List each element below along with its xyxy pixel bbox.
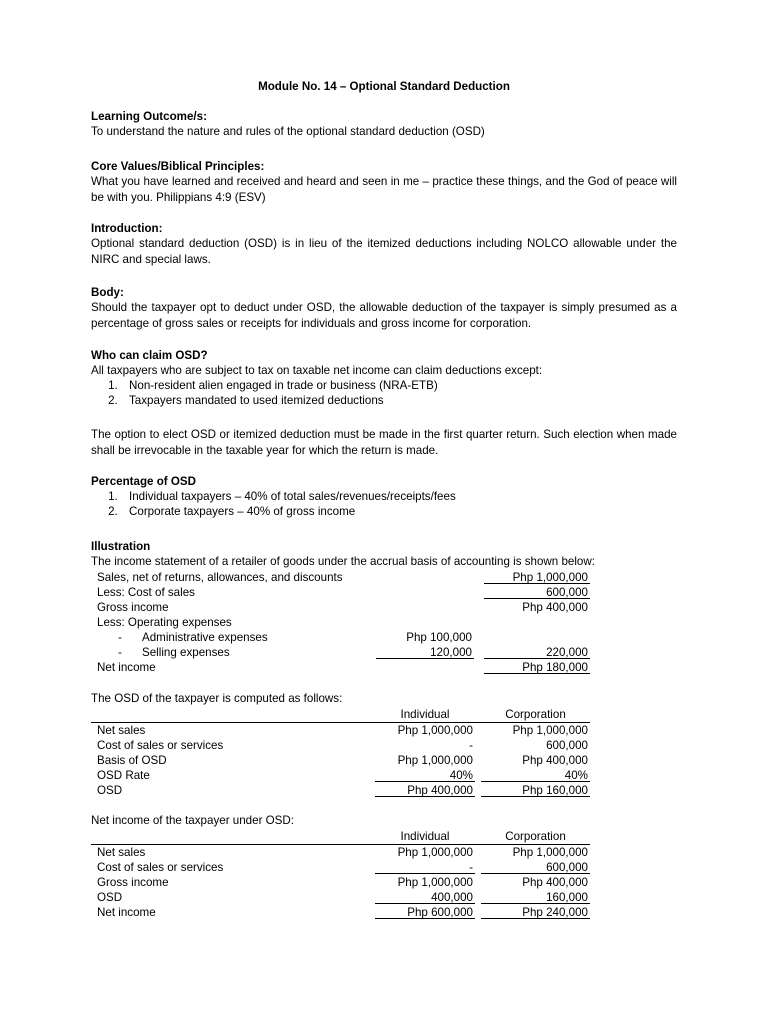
who-can-claim-section bbox=[91, 348, 677, 408]
row-label: Cost of sales or services bbox=[97, 739, 224, 752]
corporation-cell: 160,000 bbox=[481, 890, 590, 904]
row-label: OSD Rate bbox=[97, 769, 150, 782]
corporation-cell: Php 400,000 bbox=[522, 754, 588, 767]
table-row bbox=[91, 875, 590, 890]
body-heading: Body: bbox=[91, 286, 124, 299]
row-label: Net sales bbox=[97, 724, 146, 737]
table-row bbox=[91, 844, 590, 860]
bullet-dash: - bbox=[118, 631, 122, 644]
body-section bbox=[91, 285, 677, 332]
list-item: 1. Individual taxpayers – 40% of total sales/revenues/receipts/fees bbox=[121, 489, 677, 504]
bullet-dash: - bbox=[118, 646, 122, 659]
net-income-table bbox=[91, 829, 590, 920]
table-row bbox=[91, 783, 590, 798]
who-can-claim-text: All taxpayers who are subject to tax on taxable net income can claim deductions except: bbox=[91, 364, 543, 377]
table-row bbox=[97, 645, 590, 660]
individual-cell: 40% bbox=[375, 768, 475, 782]
table-row bbox=[91, 890, 590, 905]
core-values-heading: Core Values/Biblical Principles: bbox=[91, 160, 265, 173]
amount-cell: Php 180,000 bbox=[484, 660, 590, 674]
row-label: Sales, net of returns, allowances, and discounts bbox=[97, 571, 343, 584]
introduction-section bbox=[91, 221, 677, 268]
row-label: Net income bbox=[97, 906, 156, 919]
corporation-cell: 600,000 bbox=[546, 739, 588, 752]
table-header bbox=[91, 707, 590, 722]
table-row bbox=[97, 660, 590, 675]
column-header: Individual bbox=[400, 830, 450, 843]
row-label: Net income bbox=[97, 661, 156, 674]
osd-table bbox=[91, 707, 590, 798]
corporation-cell: 40% bbox=[481, 768, 590, 782]
list-item: 2. Corporate taxpayers – 40% of gross income bbox=[121, 504, 677, 519]
individual-cell: Php 1,000,000 bbox=[397, 724, 473, 737]
table-row bbox=[97, 615, 590, 630]
individual-cell: Php 1,000,000 bbox=[397, 754, 473, 767]
row-label: OSD bbox=[97, 784, 123, 797]
illustration-section bbox=[91, 539, 677, 569]
row-label: Administrative expenses bbox=[142, 631, 268, 644]
row-label: Gross income bbox=[97, 876, 169, 889]
row-label: OSD bbox=[97, 891, 123, 904]
body-text: Should the taxpayer opt to deduct under OSD, the allowable deduction of the taxpayer is simply presumed as a percentage of gross sales or receipts for individuals and gross income for corporation. bbox=[91, 301, 677, 330]
net-income-caption: Net income of the taxpayer under OSD: bbox=[91, 814, 294, 827]
table-row bbox=[97, 630, 590, 645]
learning-outcome-text: To understand the nature and rules of the optional standard deduction (OSD) bbox=[91, 125, 485, 138]
individual-cell: Php 1,000,000 bbox=[397, 876, 473, 889]
core-values-text: What you have learned and received and heard and seen in me – practice these things, and the God of peace will be with you. Philippians 4:9 (ESV) bbox=[91, 175, 677, 204]
list-item: 1. Non-resident alien engaged in trade or business (NRA-ETB) bbox=[121, 378, 677, 393]
table-row bbox=[91, 753, 590, 768]
corporation-cell: Php 240,000 bbox=[481, 905, 590, 919]
learning-outcome-heading: Learning Outcome/s: bbox=[91, 110, 207, 123]
percentage-heading: Percentage of OSD bbox=[91, 475, 197, 488]
column-header: Corporation bbox=[505, 708, 566, 721]
table-row bbox=[97, 570, 590, 585]
corporation-cell: Php 1,000,000 bbox=[512, 724, 588, 737]
row-label: Net sales bbox=[97, 846, 146, 859]
row-label: Gross income bbox=[97, 601, 169, 614]
learning-outcome-section bbox=[91, 109, 677, 139]
column-header: Individual bbox=[400, 708, 450, 721]
amount-cell: Php 100,000 bbox=[406, 631, 472, 644]
table-row bbox=[91, 768, 590, 783]
corporation-cell: Php 1,000,000 bbox=[512, 846, 588, 859]
amount-cell: Php 1,000,000 bbox=[484, 570, 590, 584]
row-label: Less: Operating expenses bbox=[97, 616, 232, 629]
core-values-section bbox=[91, 159, 677, 206]
illustration-text: The income statement of a retailer of goods under the accrual basis of accounting is shown below: bbox=[91, 555, 595, 568]
individual-cell: - bbox=[469, 739, 473, 752]
corporation-cell: Php 160,000 bbox=[481, 783, 590, 797]
table-row bbox=[91, 905, 590, 920]
page-title: Module No. 14 – Optional Standard Deduction bbox=[258, 80, 510, 93]
individual-cell: Php 400,000 bbox=[375, 783, 475, 797]
table-row bbox=[91, 722, 590, 738]
individual-cell: Php 600,000 bbox=[375, 905, 475, 919]
exception-list bbox=[91, 378, 677, 408]
table-row bbox=[91, 860, 590, 875]
row-label: Selling expenses bbox=[142, 646, 230, 659]
who-can-claim-heading: Who can claim OSD? bbox=[91, 349, 208, 362]
percentage-section bbox=[91, 474, 677, 519]
row-label: Cost of sales or services bbox=[97, 861, 224, 874]
introduction-text: Optional standard deduction (OSD) is in lieu of the itemized deductions including NOLCO allowable under the NIRC and special laws. bbox=[91, 237, 677, 266]
individual-cell: 400,000 bbox=[375, 890, 475, 904]
table-header bbox=[91, 829, 590, 844]
introduction-heading: Introduction: bbox=[91, 222, 163, 235]
row-label: Less: Cost of sales bbox=[97, 586, 195, 599]
amount-cell: Php 400,000 bbox=[522, 601, 588, 614]
amount-cell: 600,000 bbox=[484, 585, 590, 599]
amount-cell: 220,000 bbox=[484, 645, 590, 659]
table-row bbox=[97, 585, 590, 600]
column-header: Corporation bbox=[505, 830, 566, 843]
individual-cell: - bbox=[375, 860, 475, 874]
row-label: Basis of OSD bbox=[97, 754, 167, 767]
corporation-cell: 600,000 bbox=[481, 860, 590, 874]
table-row bbox=[91, 738, 590, 753]
illustration-heading: Illustration bbox=[91, 540, 151, 553]
individual-cell: Php 1,000,000 bbox=[397, 846, 473, 859]
percentage-list bbox=[91, 489, 677, 519]
list-item: 2. Taxpayers mandated to used itemized deductions bbox=[121, 393, 677, 408]
income-statement bbox=[97, 570, 590, 675]
election-paragraph: The option to elect OSD or itemized deduction must be made in the first quarter return. Such election when made shall be irrevocable in the taxable year for which the return is made. bbox=[91, 428, 677, 457]
table-row bbox=[97, 600, 590, 615]
corporation-cell: Php 400,000 bbox=[522, 876, 588, 889]
osd-caption: The OSD of the taxpayer is computed as follows: bbox=[91, 692, 343, 705]
amount-cell: 120,000 bbox=[376, 645, 474, 659]
